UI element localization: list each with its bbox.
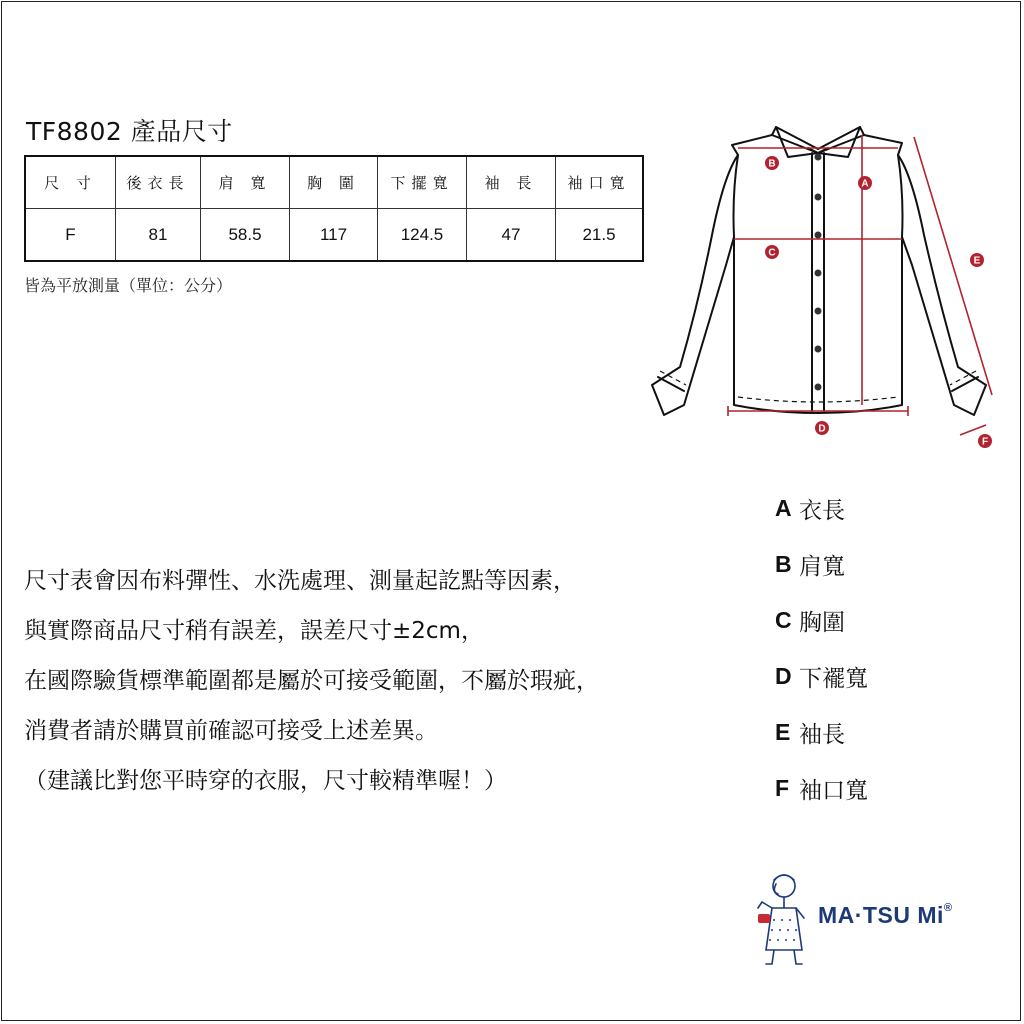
table-header-cell: 肩 寬 <box>201 156 290 209</box>
brand-name <box>818 902 952 929</box>
disclaimer-line: 與實際商品尺寸稍有誤差，誤差尺寸±2cm， <box>24 617 484 644</box>
legend-item <box>775 760 995 816</box>
measurement-legend <box>775 480 995 816</box>
brand-logo <box>752 868 982 968</box>
legend-item <box>775 536 995 592</box>
table-header-cell: 後衣長 <box>116 156 201 209</box>
table-row <box>25 209 643 262</box>
cuff-width-line <box>960 425 986 435</box>
table-header-cell: 下擺寬 <box>378 156 467 209</box>
table-header-cell: 袖 長 <box>467 156 556 209</box>
legend-letter: C <box>775 606 792 633</box>
table-header-row <box>25 156 643 209</box>
marker-e: E <box>973 255 981 267</box>
disclaimer-paragraph <box>24 553 744 803</box>
marker-a: A <box>861 178 869 190</box>
legend-item <box>775 480 995 536</box>
table-cell: 21.5 <box>556 209 644 262</box>
table-cell: 81 <box>116 209 201 262</box>
table-cell: 47 <box>467 209 556 262</box>
measure-markers <box>765 156 992 448</box>
legend-item <box>775 648 995 704</box>
table-cell: 58.5 <box>201 209 290 262</box>
legend-letter: F <box>775 774 790 801</box>
size-table <box>24 155 644 262</box>
legend-item <box>775 592 995 648</box>
legend-item <box>775 704 995 760</box>
girl-mascot-icon <box>752 868 814 968</box>
legend-letter: A <box>775 494 792 521</box>
legend-label: 衣長 <box>799 497 845 524</box>
table-cell: 124.5 <box>378 209 467 262</box>
legend-label: 胸圍 <box>799 609 845 636</box>
disclaimer-line: 在國際驗貨標準範圍都是屬於可接受範圍，不屬於瑕疵， <box>24 667 599 694</box>
shirt-buttons <box>815 154 822 391</box>
brand-name-text: MA·TSU Mi <box>818 902 944 928</box>
disclaimer-line: （建議比對您平時穿的衣服，尺寸較精準喔！） <box>24 767 507 794</box>
page-title: TF8802 產品尺寸 <box>26 117 233 146</box>
table-header-cell: 袖口寬 <box>556 156 644 209</box>
shirt-measurement-diagram <box>640 115 1020 460</box>
marker-c: C <box>768 247 776 259</box>
legend-letter: E <box>775 718 791 745</box>
measurement-note: 皆為平放測量（單位：公分） <box>24 276 233 295</box>
disclaimer-line: 消費者請於購買前確認可接受上述差異。 <box>24 717 438 744</box>
table-cell: F <box>25 209 116 262</box>
registered-mark: ® <box>943 902 953 914</box>
legend-label: 肩寬 <box>799 553 845 580</box>
table-header-cell: 胸 圍 <box>290 156 378 209</box>
table-cell: 117 <box>290 209 378 262</box>
marker-f: F <box>981 436 989 448</box>
marker-d: D <box>818 423 826 435</box>
disclaimer-line: 尺寸表會因布料彈性、水洗處理、測量起訖點等因素， <box>24 567 576 594</box>
table-header-cell: 尺 寸 <box>25 156 116 209</box>
legend-label: 袖長 <box>799 721 845 748</box>
legend-letter: D <box>775 662 792 689</box>
legend-label: 袖口寬 <box>799 777 868 804</box>
legend-letter: B <box>775 550 792 577</box>
legend-label: 下襬寬 <box>799 665 868 692</box>
marker-b: B <box>768 158 776 170</box>
